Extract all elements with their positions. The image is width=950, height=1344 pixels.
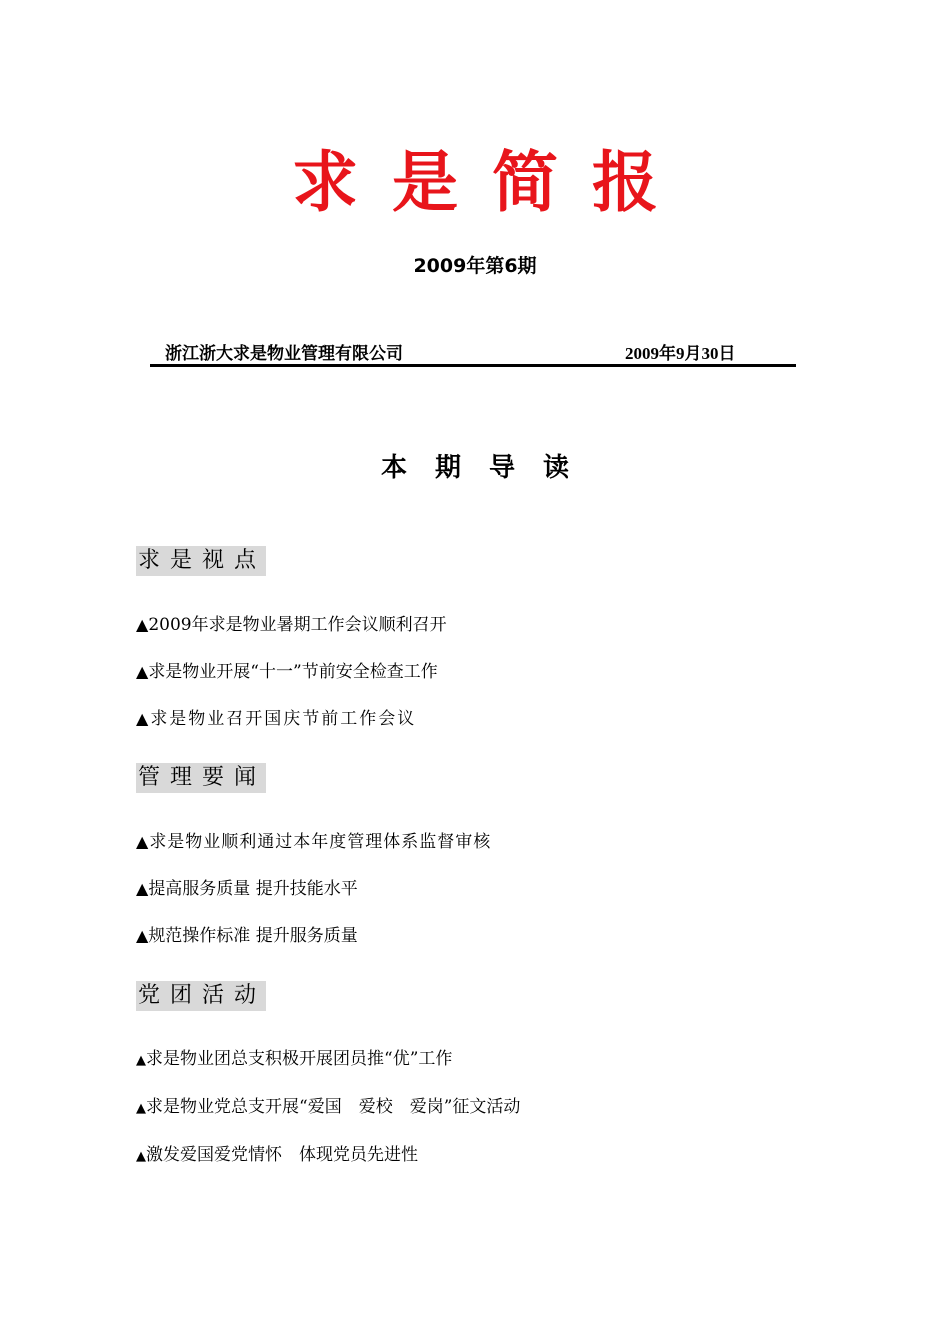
triangle-bullet-icon: ▲ [136,662,149,681]
triangle-bullet-icon: ▲ [136,1101,146,1116]
toc-item-label: 2009年求是物业暑期工作会议顺利召开 [148,615,447,635]
toc-item-label: 求是物业党总支开展“爱国 爱校 爱岗”征文活动 [146,1097,521,1117]
triangle-bullet-icon: ▲ [136,709,151,728]
toc-item-label: 求是物业团总支积极开展团员推“优”工作 [146,1049,453,1069]
toc-item[interactable] [136,1048,452,1072]
triangle-bullet-icon: ▲ [136,1053,146,1068]
triangle-bullet-icon: ▲ [136,1149,146,1164]
organization-name: 浙江浙大求是物业管理有限公司 [165,344,403,364]
triangle-bullet-icon: ▲ [136,615,149,634]
toc-item[interactable] [136,925,358,947]
toc-item[interactable] [136,831,491,853]
triangle-bullet-icon: ▲ [136,926,149,945]
toc-item[interactable] [136,661,438,683]
toc-item[interactable] [136,1144,418,1168]
header-divider [150,364,796,367]
section-title-party-activities: 党团活动 [136,981,266,1011]
toc-item-label: 求是物业开展“十一”节前安全检查工作 [148,662,438,682]
section-title-viewpoint: 求是视点 [136,546,266,576]
toc-heading: 本期导读 [380,453,597,483]
toc-item-label: 提高服务质量 提升技能水平 [148,879,358,899]
toc-item[interactable] [136,708,416,730]
triangle-bullet-icon: ▲ [136,879,149,898]
section-title-management-news: 管理要闻 [136,763,266,793]
issue-number: 2009年第6期 [413,255,537,277]
toc-item[interactable] [136,1096,520,1120]
toc-item-label: 激发爱国爱党情怀 体现党员先进性 [146,1145,418,1165]
toc-item-label: 规范操作标准 提升服务质量 [148,926,358,946]
toc-item-label: 求是物业召开国庆节前工作会议 [150,709,417,729]
publication-date: 2009年9月30日 [625,344,736,363]
newsletter-title: 求是简报 [292,144,692,221]
toc-item-label: 求是物业顺利通过本年度管理体系监督审核 [149,832,492,852]
triangle-bullet-icon: ▲ [136,832,150,851]
toc-item[interactable] [136,878,358,900]
toc-item[interactable] [136,614,447,636]
